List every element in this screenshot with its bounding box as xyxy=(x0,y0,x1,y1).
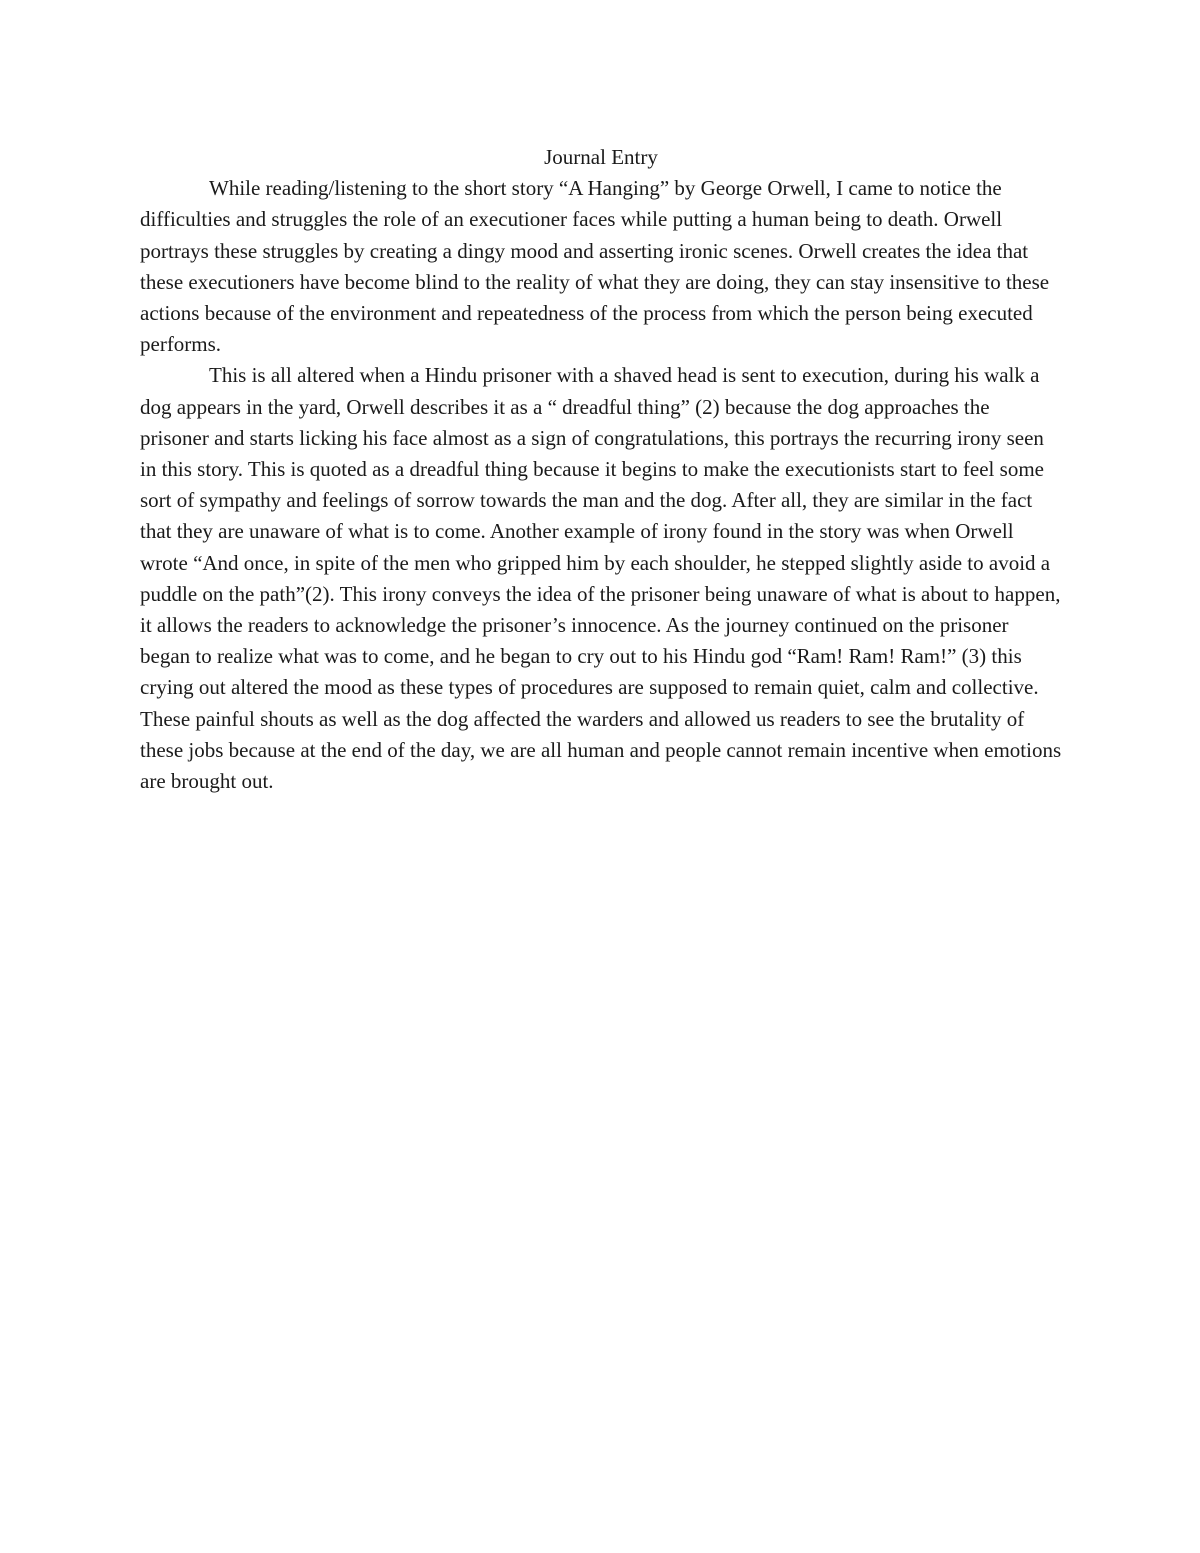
paragraph-2: This is all altered when a Hindu prisoner with a shaved head is sent to execution, during his walk a dog appears in the yard, Orwell describes it as a “ dreadful thing” (2) because the dog approaches the prisoner and starts licking his face almost as a sign of congratulations, this portrays the recurring irony seen in this story. This is quoted as a dreadful thing because it begins to make the executionists start to feel some sort of sympathy and feelings of sorrow towards the man and the dog. After all, they are similar in the fact that they are unaware of what is to come. Another example of irony found in the story was when Orwell wrote “And once, in spite of the men who gripped him by each shoulder, he stepped slightly aside to avoid a puddle on the path”(2). This irony conveys the idea of the prisoner being unaware of what is about to happen, it allows the readers to acknowledge the prisoner’s innocence. As the journey continued on the prisoner began to realize what was to come, and he began to cry out to his Hindu god “Ram! Ram! Ram!” (3) this crying out altered the mood as these types of procedures are supposed to remain quiet, calm and collective. These painful shouts as well as the dog affected the warders and allowed us readers to see the brutality of these jobs because at the end of the day, we are all human and people cannot remain incentive when emotions are brought out. xyxy=(140,363,1062,794)
document-title: Journal Entry xyxy=(544,145,658,169)
paragraph-1: While reading/listening to the short story “A Hanging” by George Orwell, I came to notice the difficulties and struggles the role of an executioner faces while putting a human being to death. Orwell portrays these struggles by creating a dingy mood and asserting ironic scenes. Orwell creates the idea that these executioners have become blind to the reality of what they are doing, they can stay insensitive to these actions because of the environment and repeatedness of the process from which the person being executed performs. xyxy=(140,176,1050,357)
document-body xyxy=(140,142,1062,797)
